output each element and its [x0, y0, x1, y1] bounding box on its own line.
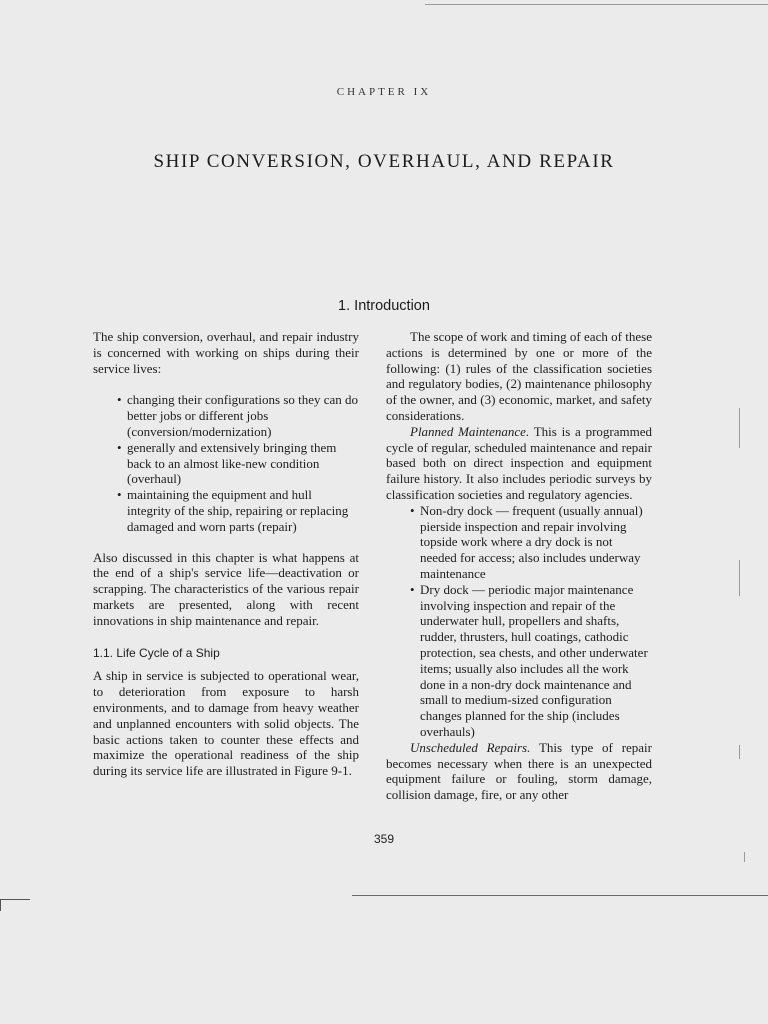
service-life-bullet-list	[93, 392, 359, 534]
chapter-label: CHAPTER IX	[336, 86, 432, 98]
scan-edge-mark	[739, 408, 740, 448]
bullet-repair: • maintaining the equipment and hull integrity of the ship, repairing or replacing damaged and worn parts (repair)	[117, 487, 359, 534]
left-text-column	[93, 329, 359, 779]
unscheduled-repairs-text: This type of repair becomes necessary when there is an unexpected equipment failure or fouling, storm damage, collision damage, fire, or any other	[386, 739, 652, 803]
scan-edge-mark	[739, 560, 740, 596]
bottom-edge-rule	[352, 895, 768, 896]
bullet-dry-dock: • Dry dock — periodic major maintenance involving inspection and repair of the underwater hull, propellers and shafts, rudder, thrusters, hull coatings, cathodic protection, sea chests, and other underwater items; usually also includes all the work done in a non-dry dock maintenance and small to medium-sized configuration changes planned for the ship (includes overhauls)	[410, 582, 652, 740]
also-discussed-paragraph: Also discussed in this chapter is what happens at the end of a ship's service life—deactivation or scrapping. The characteristics of the various repair markets are presented, along with recent innovations in ship maintenance and repair.	[93, 549, 359, 628]
corner-crop-mark-vertical	[0, 899, 1, 911]
page-number: 359	[373, 832, 395, 846]
unscheduled-repairs-paragraph	[386, 740, 652, 803]
unscheduled-repairs-title: Unscheduled Repairs.	[410, 739, 531, 755]
chapter-title: SHIP CONVERSION, OVERHAUL, AND REPAIR	[153, 151, 615, 172]
subsection-heading: 1.1. Life Cycle of a Ship	[93, 645, 220, 660]
top-edge-rule	[425, 4, 768, 5]
life-cycle-paragraph: A ship in service is subjected to operational wear, to deterioration from exposure to harsh environments, and to damage from heavy weather and unplanned encounters with solid objects. The basic actions taken to counter these effects and maximize the operational readiness of the ship during its service life are illustrated in Figure 9-1.	[93, 668, 359, 779]
corner-crop-mark	[0, 899, 30, 900]
scan-edge-mark	[739, 745, 740, 759]
planned-maintenance-paragraph	[386, 424, 652, 503]
section-heading: 1. Introduction	[338, 298, 430, 314]
bullet-non-dry-dock: • Non-dry dock — frequent (usually annual) pierside inspection and repair involving topside work where a dry dock is not needed for access; also includes underway maintenance	[410, 503, 652, 582]
bullet-conversion: • changing their configurations so they can do better jobs or different jobs (conversion/modernization)	[117, 392, 359, 439]
planned-maintenance-title: Planned Maintenance.	[410, 423, 530, 439]
scope-paragraph: The scope of work and timing of each of these actions is determined by one or more of the following: (1) rules of the classification societies and regulatory bodies, (2) maintenance philosophy of the owner, and (3) economic, market, and safety considerations.	[386, 329, 652, 423]
bullet-overhaul: • generally and extensively bringing them back to an almost like-new condition (overhaul)	[117, 440, 359, 487]
maintenance-bullet-list	[386, 503, 652, 740]
intro-paragraph: The ship conversion, overhaul, and repair industry is concerned with working on ships during their service lives:	[93, 329, 359, 376]
scan-edge-mark	[744, 852, 745, 862]
right-text-column	[386, 329, 652, 803]
planned-maintenance-text: This is a programmed cycle of regular, scheduled maintenance and repair based both on direct inspection and equipment failure history. It also includes periodic surveys by classification societies and regulatory agencies.	[386, 423, 652, 502]
